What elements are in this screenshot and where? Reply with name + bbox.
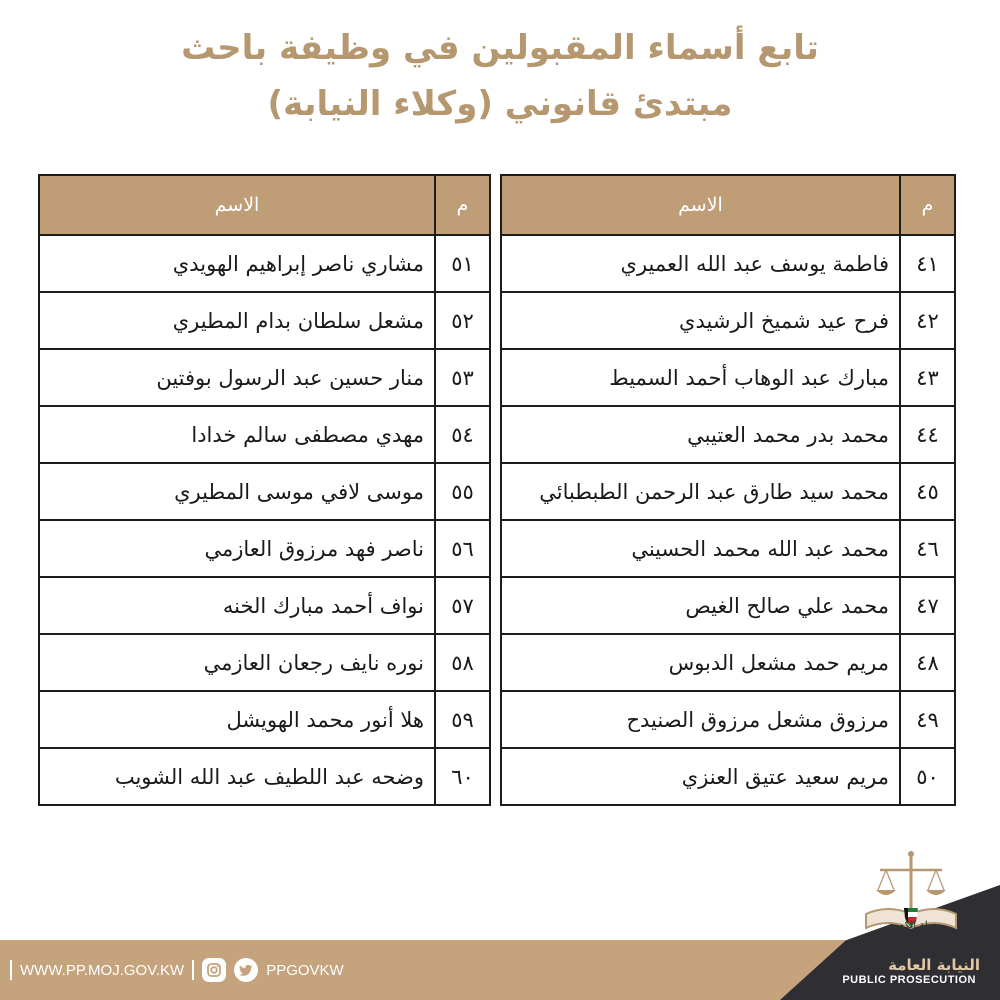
names-table-left [38,174,491,806]
row-number: ٤٤ [900,406,955,463]
row-name: مهدي مصطفى سالم خدادا [39,406,435,463]
column-header-name: الاسم [39,175,435,235]
row-name: وضحه عبد اللطيف عبد الله الشويب [39,748,435,805]
logo-country-text: دولة الكويت [887,920,937,931]
row-name: مبارك عبد الوهاب أحمد السميط [501,349,900,406]
names-table-right [500,174,956,806]
table-row [39,634,490,691]
row-number: ٥٠ [900,748,955,805]
table-header-row [501,175,955,235]
column-header-number: م [900,175,955,235]
table-row [501,349,955,406]
row-name: هلا أنور محمد الهويشل [39,691,435,748]
row-number: ٥٢ [435,292,490,349]
divider [10,960,12,980]
logo-text-english: PUBLIC PROSECUTION [842,974,976,986]
row-name: ناصر فهد مرزوق العازمي [39,520,435,577]
row-number: ٤٧ [900,577,955,634]
table-row [39,235,490,292]
row-number: ٤٨ [900,634,955,691]
row-name: موسى لافي موسى المطيري [39,463,435,520]
logo-text-arabic: النيابة العامة [888,956,980,974]
column-header-number: م [435,175,490,235]
row-name: منار حسين عبد الرسول بوفتين [39,349,435,406]
row-number: ٤٣ [900,349,955,406]
row-number: ٥٤ [435,406,490,463]
instagram-icon[interactable] [202,958,226,982]
row-name: مريم سعيد عتيق العنزي [501,748,900,805]
row-name: محمد عبد الله محمد الحسيني [501,520,900,577]
table-row [501,634,955,691]
table-row [39,577,490,634]
table-row [39,349,490,406]
table-row [501,748,955,805]
row-number: ٥٩ [435,691,490,748]
table-row [501,235,955,292]
table-row [39,406,490,463]
footer-contact [10,953,344,987]
row-name: محمد علي صالح الغيص [501,577,900,634]
row-number: ٥١ [435,235,490,292]
table-row [501,577,955,634]
row-name: مرزوق مشعل مرزوق الصنيدح [501,691,900,748]
row-number: ٤٩ [900,691,955,748]
table-row [39,748,490,805]
table-row [501,691,955,748]
social-handle[interactable]: PPGOVKW [266,961,344,979]
website-link[interactable]: WWW.PP.MOJ.GOV.KW [20,961,185,979]
row-name: فاطمة يوسف عبد الله العميري [501,235,900,292]
row-name: مشعل سلطان بدام المطيري [39,292,435,349]
table-row [39,520,490,577]
row-name: محمد بدر محمد العتيبي [501,406,900,463]
table-header-row [39,175,490,235]
row-number: ٤٢ [900,292,955,349]
divider [192,960,194,980]
twitter-icon[interactable] [234,958,258,982]
row-number: ٥٦ [435,520,490,577]
row-name: فرح عيد شميخ الرشيدي [501,292,900,349]
table-row [501,406,955,463]
row-number: ٦٠ [435,748,490,805]
table-row [39,463,490,520]
table-row [501,292,955,349]
row-name: نوره نايف رجعان العازمي [39,634,435,691]
row-number: ٥٨ [435,634,490,691]
row-name: نواف أحمد مبارك الخنه [39,577,435,634]
logo-caption [808,956,998,986]
row-name: مريم حمد مشعل الدبوس [501,634,900,691]
page-subtitle: مبتدئ قانوني (وكلاء النيابة) [267,84,733,124]
column-header-name: الاسم [501,175,900,235]
row-name: مشاري ناصر إبراهيم الهويدي [39,235,435,292]
table-row [39,292,490,349]
row-number: ٤١ [900,235,955,292]
table-row [501,520,955,577]
page-title: تابع أسماء المقبولين في وظيفة باحث [181,28,819,68]
row-number: ٤٥ [900,463,955,520]
row-number: ٥٧ [435,577,490,634]
table-row [501,463,955,520]
row-number: ٥٥ [435,463,490,520]
row-number: ٤٦ [900,520,955,577]
table-row [39,691,490,748]
row-number: ٥٣ [435,349,490,406]
row-name: محمد سيد طارق عبد الرحمن الطبطبائي [501,463,900,520]
